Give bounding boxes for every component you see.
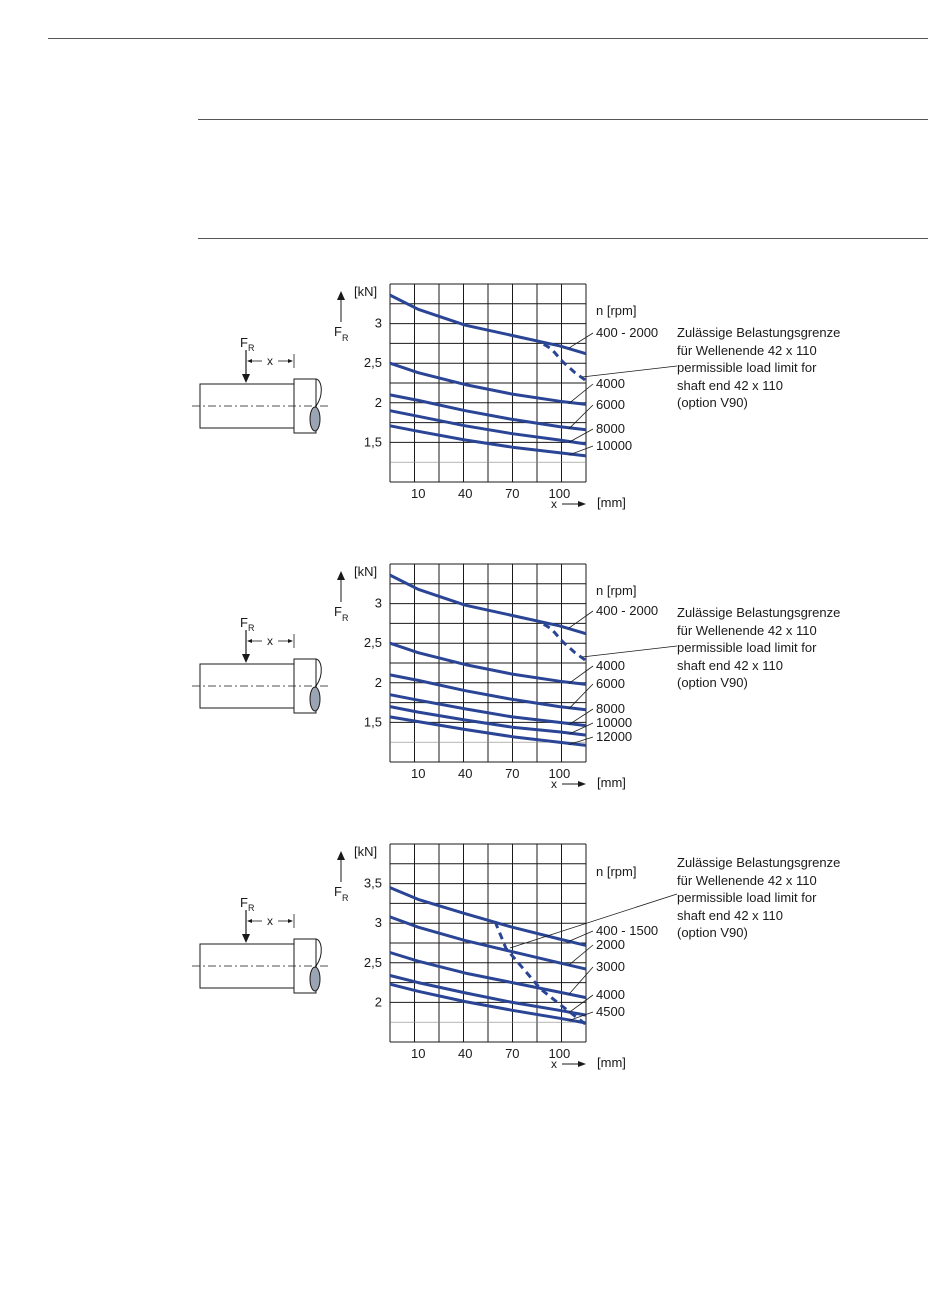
series-leader — [569, 611, 593, 628]
series-label: 8000 — [596, 421, 625, 436]
limit-line — [544, 344, 586, 380]
y-tick-label: 3,5 — [363, 875, 382, 891]
y-tick-label: 2,5 — [363, 635, 382, 651]
distance-arrow-left — [247, 359, 252, 363]
note-line: Zulässige Belastungsgrenze — [677, 605, 841, 620]
note-line: Zulässige Belastungsgrenze — [677, 325, 841, 340]
x-axis-label: x — [551, 497, 557, 511]
note-line: Zulässige Belastungsgrenze — [677, 855, 841, 870]
y-axis-label-subscript: R — [342, 613, 349, 623]
note-line: für Wellenende 42 x 110 — [677, 342, 817, 358]
header-rule-lower — [198, 238, 928, 239]
x-axis-arrow-head — [578, 1061, 586, 1067]
series-label: 6000 — [596, 397, 625, 412]
y-tick-label: 3 — [374, 315, 382, 331]
limit-note-leader — [510, 894, 677, 948]
y-unit-label: [kN] — [354, 844, 378, 859]
legend-title: n [rpm] — [596, 583, 637, 598]
x-tick-label: 100 — [548, 766, 571, 781]
y-tick-label: 3 — [374, 595, 382, 611]
series-leader — [569, 429, 593, 442]
series-label: 3000 — [596, 959, 625, 974]
series-leader — [569, 405, 593, 429]
distance-arrow-right — [288, 639, 293, 643]
x-tick-label: 10 — [410, 486, 426, 501]
y-axis-arrow-head — [337, 291, 345, 300]
force-label-subscript: R — [248, 623, 255, 633]
force-label: F — [240, 895, 248, 910]
note-line: shaft end 42 x 110 — [677, 907, 784, 923]
y-axis-label: F — [334, 324, 342, 339]
chart-1-note — [677, 324, 907, 412]
x-axis-arrow-head — [578, 501, 586, 507]
y-tick-label: 2 — [374, 994, 382, 1010]
note-line: (option V90) — [677, 395, 748, 410]
header-rule-upper — [198, 119, 928, 120]
top-rule — [48, 38, 928, 39]
x-axis-label: x — [551, 1057, 557, 1071]
x-unit-label: [mm] — [597, 1055, 626, 1070]
y-axis-arrow-head — [337, 851, 345, 860]
series-leader — [569, 967, 593, 994]
y-tick-label: 1,5 — [363, 714, 382, 730]
chart-2 — [190, 550, 910, 830]
y-unit-label: [kN] — [354, 284, 378, 299]
x-tick-label: 70 — [505, 766, 520, 781]
force-arrow-head — [242, 374, 250, 383]
note-line: shaft end 42 x 110 — [677, 657, 784, 673]
distance-arrow-left — [247, 639, 252, 643]
note-line: permissible load limit for — [677, 890, 817, 905]
series-label: 8000 — [596, 701, 625, 716]
note-line: permissible load limit for — [677, 640, 817, 655]
series-label: 6000 — [596, 676, 625, 691]
chart-3-note — [677, 854, 907, 942]
force-label: F — [240, 335, 248, 350]
distance-label: x — [267, 634, 273, 648]
series-label: 4000 — [596, 658, 625, 673]
note-line: (option V90) — [677, 675, 748, 690]
distance-arrow-right — [288, 359, 293, 363]
series-leader — [569, 931, 593, 941]
distance-arrow-right — [288, 919, 293, 923]
distance-arrow-left — [247, 919, 252, 923]
limit-line — [544, 624, 586, 660]
y-tick-label: 3 — [374, 915, 382, 931]
shaft-break-top — [316, 939, 321, 966]
x-tick-label: 40 — [458, 766, 473, 781]
series-leader — [569, 333, 593, 348]
x-tick-label: 40 — [458, 1046, 473, 1061]
force-arrow-head — [242, 934, 250, 943]
series-leader — [569, 446, 593, 455]
shaft-section — [310, 967, 320, 991]
y-axis-label-subscript: R — [342, 333, 349, 343]
y-axis-label: F — [334, 884, 342, 899]
force-label-subscript: R — [248, 343, 255, 353]
y-tick-label: 1,5 — [363, 434, 382, 450]
note-line: shaft end 42 x 110 — [677, 377, 784, 393]
shaft-section — [310, 407, 320, 431]
series-leader — [569, 384, 593, 404]
y-axis-label: F — [334, 604, 342, 619]
y-tick-label: 2,5 — [363, 954, 382, 970]
note-line: permissible load limit for — [677, 360, 817, 375]
legend-title: n [rpm] — [596, 303, 637, 318]
series-label: 4000 — [596, 376, 625, 391]
distance-label: x — [267, 354, 273, 368]
chart-3 — [190, 830, 910, 1110]
x-tick-label: 40 — [458, 486, 473, 501]
series-leader — [569, 945, 593, 965]
note-line: (option V90) — [677, 925, 748, 940]
x-tick-label: 70 — [505, 1046, 520, 1061]
y-tick-label: 2,5 — [363, 355, 382, 371]
x-tick-label: 70 — [505, 486, 520, 501]
limit-note-leader — [582, 646, 677, 657]
shaft-break-top — [316, 379, 321, 406]
series-label: 400 - 2000 — [596, 325, 659, 340]
y-tick-label: 2 — [374, 674, 382, 690]
note-line: für Wellenende 42 x 110 — [677, 872, 817, 888]
series-label: 400 - 1500 — [596, 923, 659, 938]
y-unit-label: [kN] — [354, 564, 378, 579]
series-label: 4500 — [596, 1004, 625, 1019]
series-label: 10000 — [596, 438, 633, 453]
shaft-section — [310, 687, 320, 711]
x-unit-label: [mm] — [597, 775, 626, 790]
shaft-break-top — [316, 659, 321, 686]
series-label: 10000 — [596, 715, 633, 730]
series-label: 12000 — [596, 729, 633, 744]
y-axis-arrow-head — [337, 571, 345, 580]
series-label: 4000 — [596, 987, 625, 1002]
chart-1 — [190, 270, 910, 550]
x-tick-label: 10 — [410, 1046, 426, 1061]
x-tick-label: 10 — [410, 766, 426, 781]
distance-label: x — [267, 914, 273, 928]
x-tick-label: 100 — [548, 486, 571, 501]
x-tick-label: 100 — [548, 1046, 571, 1061]
legend-title: n [rpm] — [596, 864, 637, 879]
force-arrow-head — [242, 654, 250, 663]
limit-note-leader — [582, 366, 677, 377]
y-tick-label: 2 — [374, 394, 382, 410]
series-leader — [569, 684, 593, 709]
y-axis-label-subscript: R — [342, 893, 349, 903]
note-line: für Wellenende 42 x 110 — [677, 622, 817, 638]
series-leader — [569, 666, 593, 684]
series-label: 400 - 2000 — [596, 603, 659, 618]
series-label: 2000 — [596, 937, 625, 952]
force-label: F — [240, 615, 248, 630]
x-axis-arrow-head — [578, 781, 586, 787]
x-unit-label: [mm] — [597, 495, 626, 510]
x-axis-label: x — [551, 777, 557, 791]
force-label-subscript: R — [248, 903, 255, 913]
chart-2-note — [677, 604, 907, 692]
